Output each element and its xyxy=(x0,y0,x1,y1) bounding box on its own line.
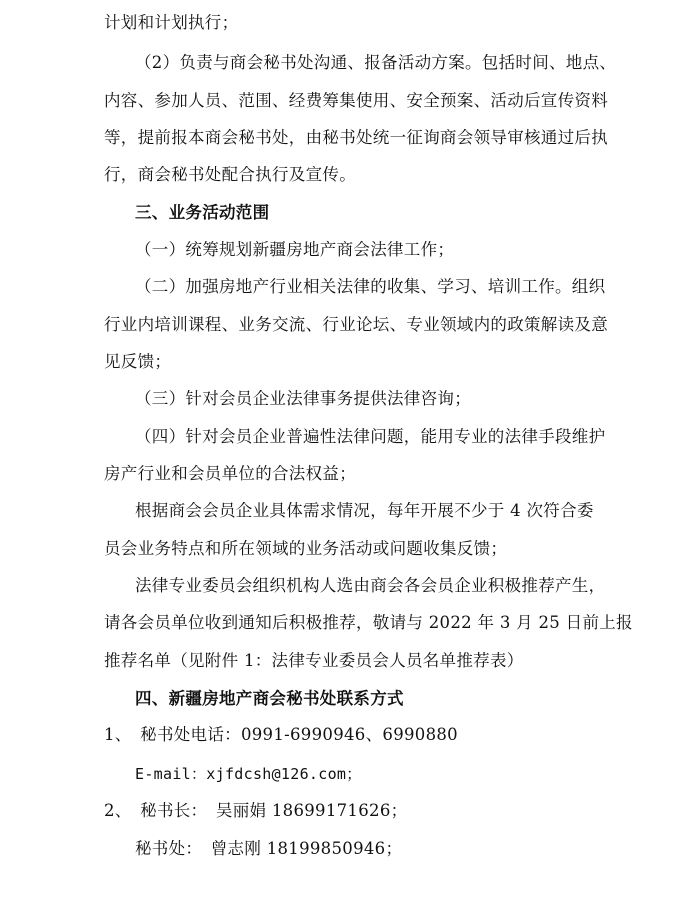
paragraph-line: 推荐名单（见附件 1：法律专业委员会人员名单推荐表） xyxy=(104,651,524,670)
paragraph-line: （四）针对会员企业普遍性法律问题，能用专业的法律手段维护 xyxy=(135,427,606,446)
paragraph-line: 根据商会会员企业具体需求情况，每年开展不少于 4 次符合委 xyxy=(135,501,594,520)
paragraph-line: 计划和计划执行； xyxy=(104,13,239,32)
section-heading: 四、新疆房地产商会秘书处联系方式 xyxy=(135,689,404,708)
paragraph-line: 内容、参加人员、范围、经费筹集使用、安全预案、活动后宣传资料 xyxy=(104,91,608,110)
paragraph-line: 员会业务特点和所在领域的业务活动或问题收集反馈； xyxy=(104,539,508,558)
contact-line: 秘书处： 曾志刚 18199850946； xyxy=(135,839,403,858)
paragraph-line: 等，提前报本商会秘书处，由秘书处统一征询商会领导审核通过后执 xyxy=(104,128,608,147)
contact-line: 2、 秘书长： 吴丽娟 18699171626； xyxy=(104,801,408,820)
paragraph-line: 见反馈； xyxy=(104,352,172,371)
paragraph-line: 房产行业和会员单位的合法权益； xyxy=(104,464,356,483)
contact-line: 1、 秘书处电话：0991-6990946、6990880 xyxy=(104,725,458,744)
paragraph-line: （二）加强房地产行业相关法律的收集、学习、培训工作。组织 xyxy=(135,277,606,296)
email-line: E-mail：xjfdcsh@126.com； xyxy=(135,765,362,783)
paragraph-line: （三）针对会员企业法律事务提供法律咨询； xyxy=(135,389,471,408)
paragraph-line: 行业内培训课程、业务交流、行业论坛、专业领域内的政策解读及意 xyxy=(104,315,608,334)
section-heading: 三、业务活动范围 xyxy=(135,203,270,222)
paragraph-line: 请各会员单位收到通知后积极推荐，敬请与 2022 年 3 月 25 日前上报 xyxy=(104,613,633,632)
paragraph-line: 行，商会秘书处配合执行及宣传。 xyxy=(104,165,356,184)
paragraph-line: 法律专业委员会组织机构人选由商会各会员企业积极推荐产生， xyxy=(135,576,606,595)
paragraph-line: （一）统筹规划新疆房地产商会法律工作； xyxy=(135,240,455,259)
paragraph-line: （2）负责与商会秘书处沟通、报备活动方案。包括时间、地点、 xyxy=(135,53,617,72)
